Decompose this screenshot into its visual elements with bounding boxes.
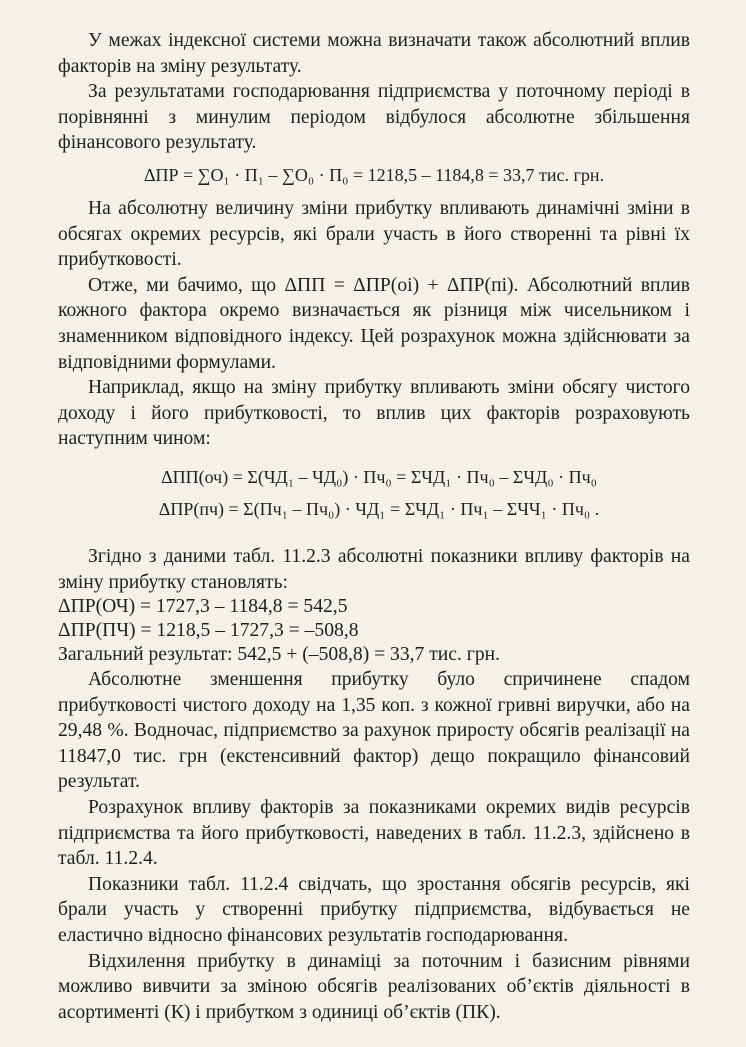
- paragraph-example: Наприклад, якщо на зміну прибутку впливають зміни обсягу чистого доходу і його прибутковості, то вплив цих факторів розраховують наступним чином:: [58, 377, 690, 450]
- paragraph-intro: У межах індексної системи можна визначати також абсолютний вплив факторів на зміну результату.: [58, 30, 690, 77]
- calc-volume: ΔПР(ОЧ) = 1727,3 – 1184,8 = 542,5: [58, 596, 348, 618]
- paragraph-deviation: Відхилення прибутку в динаміці за поточним і базисним рівнями можливо вивчити за зміною обсягів реалізованих об’єктів діяльності в асортименті (К) і прибутком з одиниці об’єктів (ПК).: [58, 950, 690, 1023]
- paragraph-table-reference: Згідно з даними табл. 11.2.3 абсолютні показники впливу факторів на зміну прибутку становлять:: [58, 545, 690, 593]
- paragraph-indicators: Показники табл. 11.2.4 свідчать, що зростання обсягів ресурсів, які брали участь у створенні прибутку підприємства, відбувається не еластично відносно фінансових результатів господарювання.: [58, 873, 690, 947]
- paragraph-dynamics: На абсолютну величину зміни прибутку впливають динамічні зміни в обсягах окремих ресурсів, які брали участь в його створенні та рівні їх прибутковості.: [58, 197, 690, 271]
- paragraph-decrease: Абсолютне зменшення прибутку було спричинене спадом прибутковості чистого доходу на 1,35 коп. з кожної гривні виручки, або на 29,48 %. Водночас, підприємство за рахунок приросту обсягів реалізації на 11847,0 тис. грн (екстенсивний фактор) дещо покращило фінансовий результат.: [58, 669, 690, 793]
- formula-profit-change: ΔПР = ∑О₁ · П₁ – ∑О₀ · П₀ = 1218,5 – 1184,8 = 33,7 тис. грн.: [143, 164, 605, 185]
- paragraph-absolute-influence: Отже, ми бачимо, що ΔПП = ΔПР(оі) + ΔПР(пі). Абсолютний вплив кожного фактора окремо визначається як різниця між чисельником і знаменником відповідного індексу. Цей розрахунок можна здійснювати за відповідними формулами.: [58, 274, 690, 373]
- paragraph-results: За результатами господарювання підприємства у поточному періоді в порівнянні з минулим періодом відбулося абсолютне збільшення фінансового результату.: [58, 81, 690, 154]
- paragraph-calculation: Розрахунок впливу факторів за показниками окремих видів ресурсів підприємства та його прибутковості, наведених в табл. 11.2.3, здійснено в табл. 11.2.4.: [58, 797, 690, 870]
- formula-profitability-factor: ΔПР(пч) = Σ(Пч₁ – Пч₀) · ЧД₁ = ΣЧД₁ · Пч₁ – ΣЧЧ₁ · Пч₀ .: [158, 498, 600, 519]
- formula-volume-factor: ΔПП(оч) = Σ(ЧД₁ – ЧД₀) · Пч₀ = ΣЧД₁ · Пч₀ – ΣЧД₀ · Пч₀: [161, 466, 597, 487]
- calc-total: Загальний результат: 542,5 + (–508,8) = 33,7 тис. грн.: [58, 644, 501, 666]
- calc-profitability: ΔПР(ПЧ) = 1218,5 – 1727,3 = –508,8: [58, 620, 359, 642]
